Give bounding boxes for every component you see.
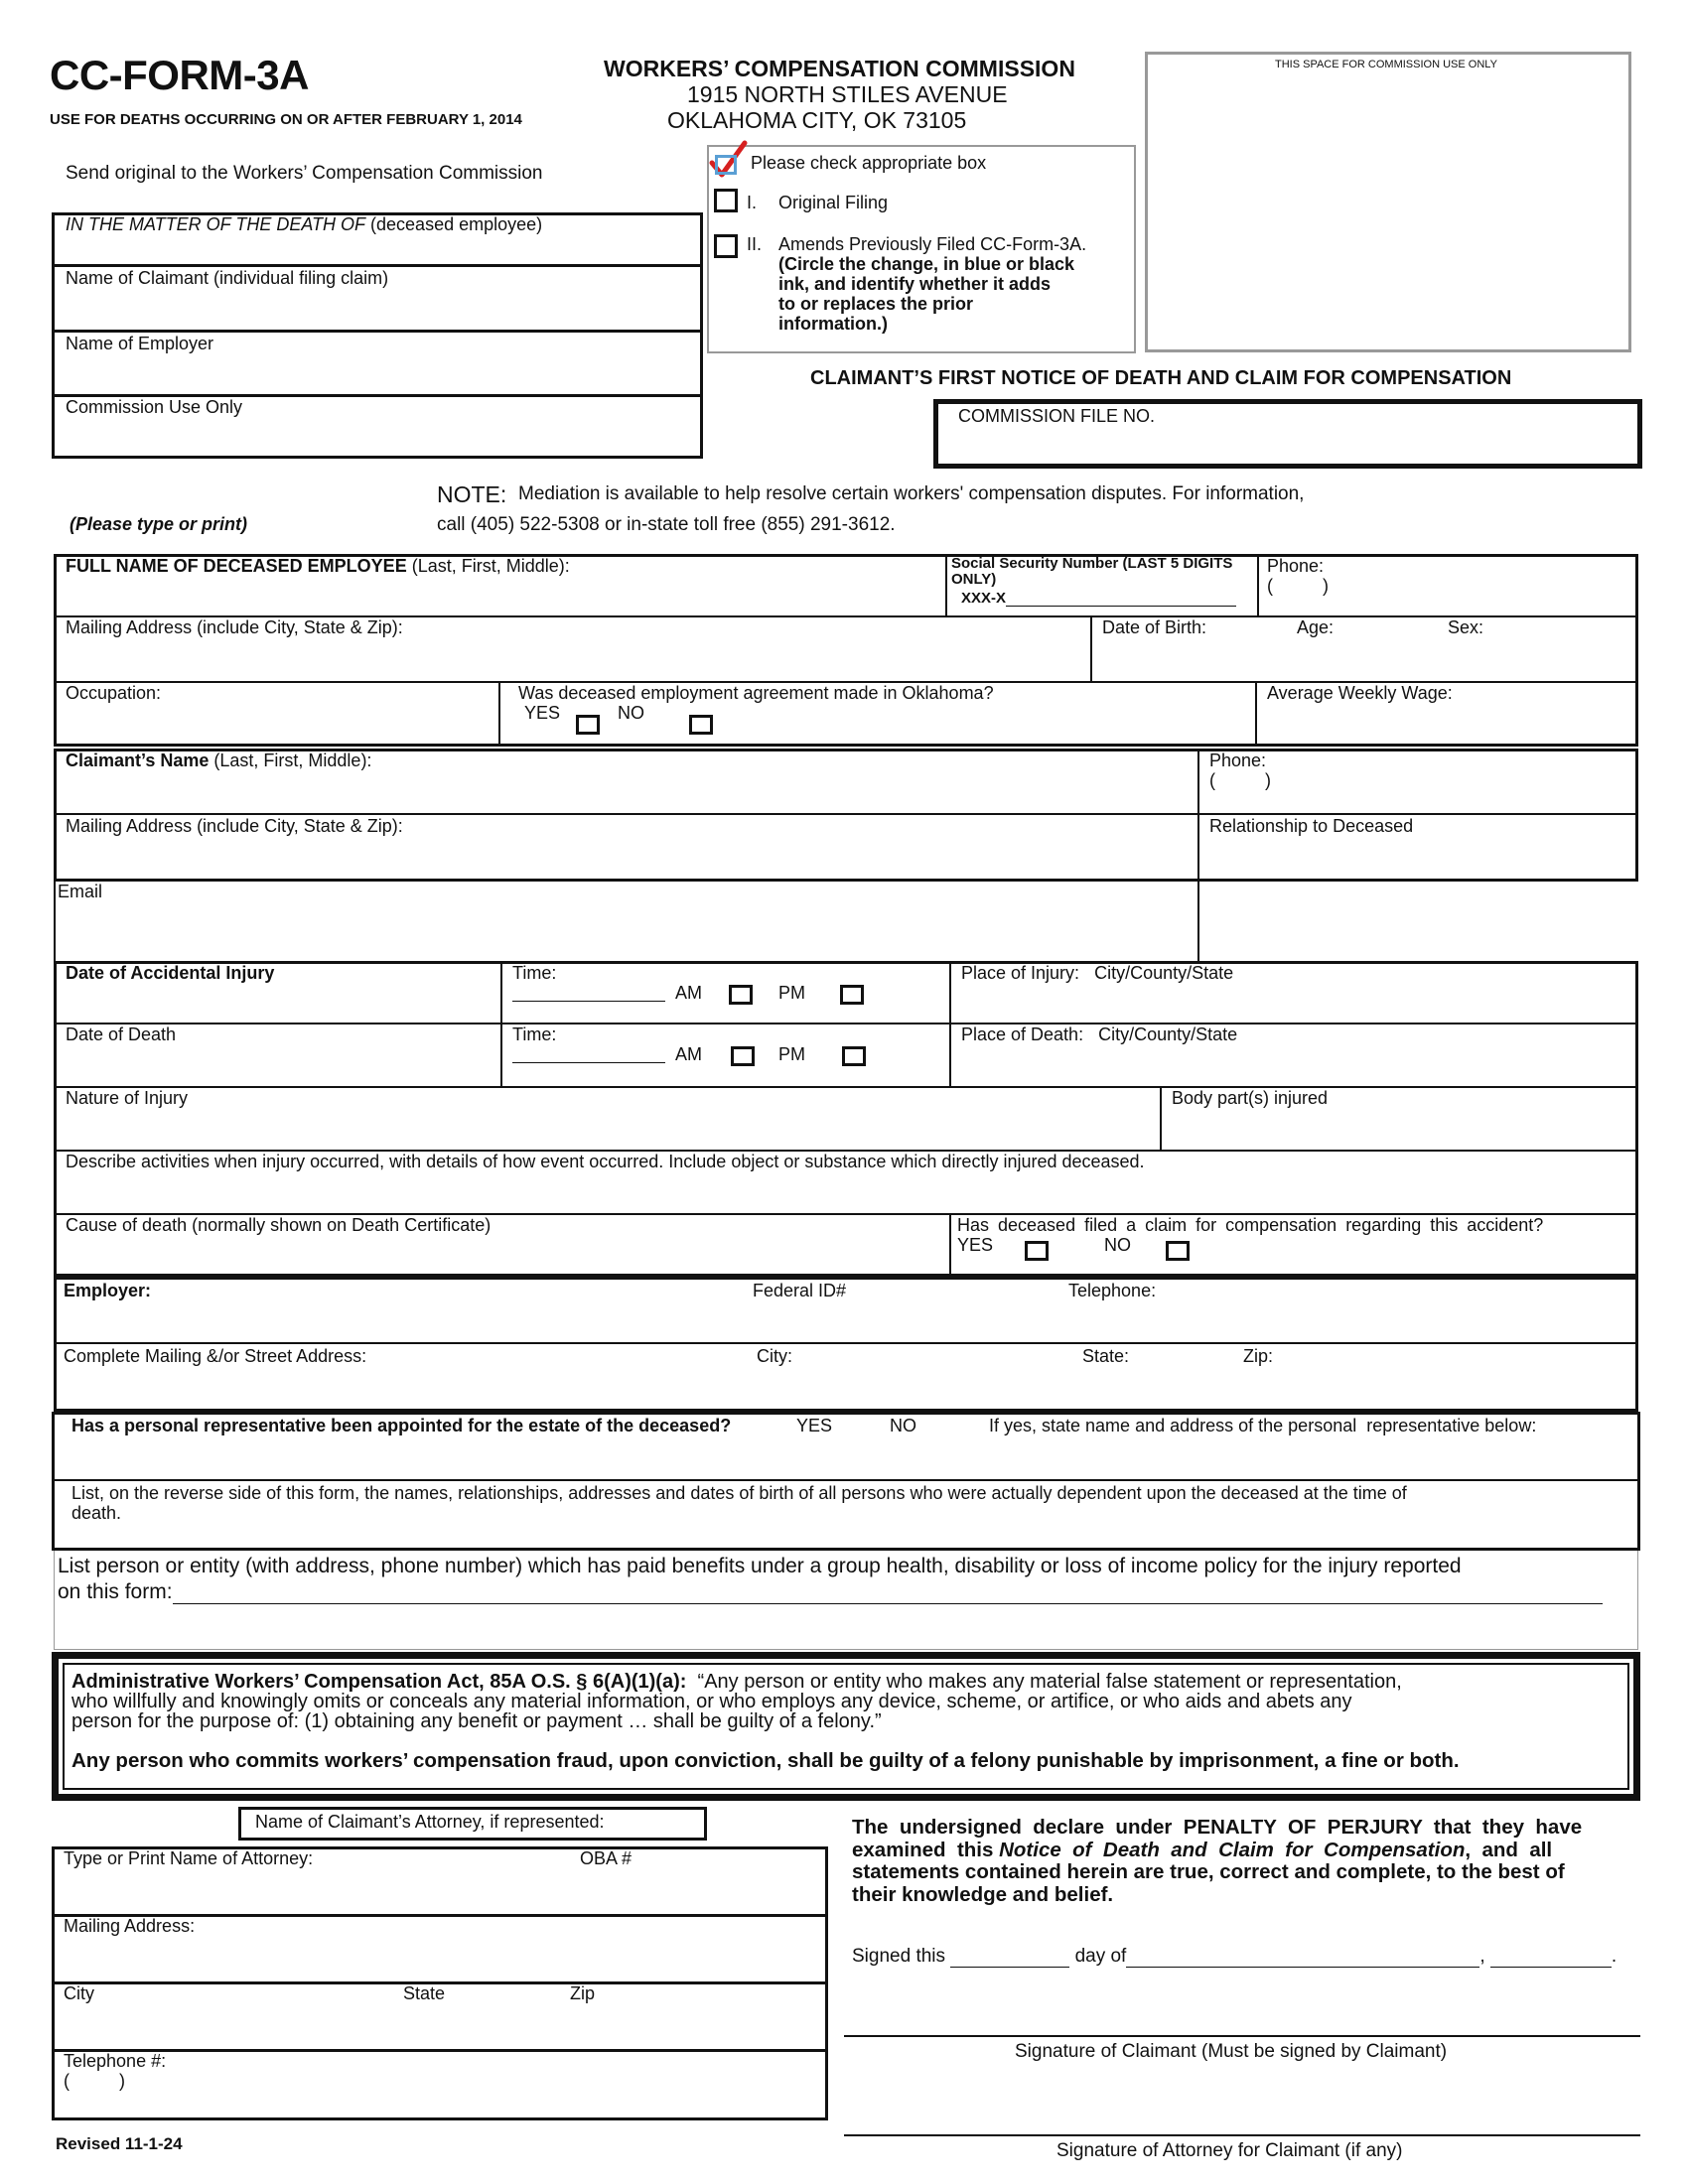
estate-no-option[interactable]: NO xyxy=(890,1416,916,1435)
claimant-mailing-address[interactable]: Mailing Address (include City, State & Zip): xyxy=(66,816,403,836)
act-quote: Administrative Workers’ Compensation Act, 85A O.S. § 6(A)(1)(a): “Any person or entity who makes any material false statement or representation, who willfully and knowingly omits or conceals any material information, or who employs any device, scheme, or artifice, or who aids and abets any person for the purpose of: (1) obtaining any benefit or payment … shall be guilty of a felony.” xyxy=(71,1671,1402,1732)
average-weekly-wage[interactable]: Average Weekly Wage: xyxy=(1267,683,1453,703)
place-of-death[interactable]: Place of Death: City/County/State xyxy=(961,1024,1238,1044)
attorney-state[interactable]: State xyxy=(403,1983,446,2003)
claimant-signature-label: Signature of Claimant (Must be signed by Claimant) xyxy=(1015,2041,1448,2062)
matter-commission-use: Commission Use Only xyxy=(66,397,243,417)
date-of-death[interactable]: Date of Death xyxy=(66,1024,177,1044)
deceased-age[interactable]: Age: xyxy=(1297,617,1335,637)
death-time-field[interactable] xyxy=(512,1044,665,1063)
amend-instruction-2: ink, and identify whether it adds xyxy=(778,274,1052,294)
commission-file-label: COMMISSION FILE NO. xyxy=(958,406,1156,426)
notice-title: CLAIMANT’S FIRST NOTICE OF DEATH AND CLAIM FOR COMPENSATION xyxy=(810,367,1512,389)
death-time-label: Time: xyxy=(512,1024,557,1044)
prior-claim-question: Has deceased filed a claim for compensation regarding this accident? xyxy=(957,1215,1544,1235)
claimant-phone-field[interactable]: ( ) xyxy=(1209,770,1271,790)
form-code: CC-FORM-3A xyxy=(50,52,309,98)
agency-address-2: OKLAHOMA CITY, OK 73105 xyxy=(667,107,967,133)
attorney-name[interactable]: Type or Print Name of Attorney: xyxy=(64,1848,314,1868)
matter-deceased[interactable]: IN THE MATTER OF THE DEATH OF (deceased employee) xyxy=(66,214,543,234)
injury-time-label: Time: xyxy=(512,963,557,983)
signed-date-line[interactable]: Signed this day of , . xyxy=(852,1946,1618,1967)
attorney-telephone-label: Telephone #: xyxy=(64,2051,167,2071)
send-original: Send original to the Workers’ Compensation Commission xyxy=(66,163,543,184)
relationship-to-deceased[interactable]: Relationship to Deceased xyxy=(1209,816,1414,836)
commission-file-box xyxy=(933,399,1642,469)
injury-pm-checkbox[interactable] xyxy=(840,985,864,1005)
original-filing-checkbox[interactable] xyxy=(714,189,738,212)
prior-claim-yes-label: YES xyxy=(957,1235,994,1255)
injury-am-label: AM xyxy=(675,983,702,1003)
option-2-number: II. xyxy=(747,234,763,254)
agreement-question: Was deceased employment agreement made in Oklahoma? xyxy=(518,683,994,703)
agreement-yes-label: YES xyxy=(524,703,561,723)
agreement-no-label: NO xyxy=(618,703,644,723)
agency-name: WORKERS’ COMPENSATION COMMISSION xyxy=(604,56,1075,81)
death-pm-checkbox[interactable] xyxy=(842,1046,866,1066)
attorney-telephone-field[interactable]: ( ) xyxy=(64,2071,125,2091)
estate-yes-option[interactable]: YES xyxy=(796,1416,833,1435)
amend-instruction-4: information.) xyxy=(778,314,888,334)
attorney-zip[interactable]: Zip xyxy=(570,1983,596,2003)
please-type-note: (Please type or print) xyxy=(70,514,248,534)
employer-federal-id[interactable]: Federal ID# xyxy=(753,1281,847,1300)
benefits-field[interactable]: on this form: xyxy=(58,1580,1603,1604)
revision-date: Revised 11-1-24 xyxy=(56,2134,183,2153)
amend-instruction-1: (Circle the change, in blue or black xyxy=(778,254,1075,274)
dependents-instruction: List, on the reverse side of this form, the names, relationships, addresses and dates of birth of all persons who were actually dependent upon the deceased at the time of xyxy=(71,1483,1407,1503)
agency-address-1: 1915 NORTH STILES AVENUE xyxy=(687,81,1008,107)
death-am-checkbox[interactable] xyxy=(731,1046,755,1066)
deceased-full-name[interactable]: FULL NAME OF DECEASED EMPLOYEE (Last, First, Middle): xyxy=(66,556,570,576)
personal-representative-question: Has a personal representative been appointed for the estate of the deceased? xyxy=(71,1416,732,1435)
place-of-injury[interactable]: Place of Injury: City/County/State xyxy=(961,963,1234,983)
form-subtitle: USE FOR DEATHS OCCURRING ON OR AFTER FEBRUARY 1, 2014 xyxy=(50,111,522,128)
dependents-instruction-2: death. xyxy=(71,1503,122,1523)
deceased-mailing-address[interactable]: Mailing Address (include City, State & Zip): xyxy=(66,617,403,637)
note-line-2: call (405) 522-5308 or in-state toll free (855) 291-3612. xyxy=(437,514,896,535)
date-of-injury[interactable]: Date of Accidental Injury xyxy=(66,963,275,983)
cause-of-death[interactable]: Cause of death (normally shown on Death Certificate) xyxy=(66,1215,492,1235)
fraud-warning: Any person who commits workers’ compensation fraud, upon conviction, shall be guilty of a felony punishable by imprisonment, a fine or both. xyxy=(71,1749,1460,1772)
deceased-sex[interactable]: Sex: xyxy=(1448,617,1484,637)
filing-checkbox-top[interactable] xyxy=(715,155,737,175)
amend-instruction-3: to or replaces the prior xyxy=(778,294,974,314)
attorney-heading: Name of Claimant’s Attorney, if represented: xyxy=(255,1812,605,1832)
matter-claimant[interactable]: Name of Claimant (individual filing claim) xyxy=(66,268,389,288)
claimant-phone-label: Phone: xyxy=(1209,751,1267,770)
attorney-city[interactable]: City xyxy=(64,1983,94,2003)
email-left-border xyxy=(54,880,56,961)
personal-representative-details[interactable]: If yes, state name and address of the personal representative below: xyxy=(989,1416,1537,1435)
agreement-yes-checkbox[interactable] xyxy=(576,715,600,735)
agreement-no-checkbox[interactable] xyxy=(689,715,713,735)
describe-activities[interactable]: Describe activities when injury occurred, with details of how event occurred. Include object or substance which directly injured deceased. xyxy=(66,1152,1145,1171)
claimant-name[interactable]: Claimant’s Name (Last, First, Middle): xyxy=(66,751,372,770)
perjury-declaration: The undersigned declare under PENALTY OF PERJURY that they have examined this Notice of Death and Claim for Compensation, and all statements contained herein are true, correct and complete, to the best of their knowledge and belief. xyxy=(852,1816,1583,1906)
injury-time-field[interactable] xyxy=(512,983,665,1002)
employer-state[interactable]: State: xyxy=(1082,1346,1130,1366)
prior-claim-yes-checkbox[interactable] xyxy=(1025,1241,1049,1261)
attorney-mailing-address[interactable]: Mailing Address: xyxy=(64,1916,196,1936)
death-pm-label: PM xyxy=(778,1044,805,1064)
benefits-instruction: List person or entity (with address, phone number) which has paid benefits under a group health, disability or loss of income policy for the injury reported xyxy=(58,1555,1462,1577)
employer-zip[interactable]: Zip: xyxy=(1243,1346,1274,1366)
attorney-signature-field[interactable] xyxy=(844,2134,1640,2136)
filing-instruction: Please check appropriate box xyxy=(751,153,987,173)
claimant-email[interactable]: Email xyxy=(58,882,103,901)
amend-filing-label: Amends Previously Filed CC-Form-3A. xyxy=(778,234,1087,254)
matter-employer[interactable]: Name of Employer xyxy=(66,334,214,353)
deceased-phone-label: Phone: xyxy=(1267,556,1325,576)
prior-claim-no-checkbox[interactable] xyxy=(1166,1241,1190,1261)
prior-claim-no-label: NO xyxy=(1104,1235,1131,1255)
note-line-1: Mediation is available to help resolve certain workers' compensation disputes. For information, xyxy=(518,483,1305,504)
attorney-oba[interactable]: OBA # xyxy=(580,1848,633,1868)
note-label: NOTE: xyxy=(437,481,507,507)
employee-section xyxy=(54,554,1638,747)
ssn-label: Social Security Number (LAST 5 DIGITS ONLY) xyxy=(951,555,1233,588)
deceased-dob[interactable]: Date of Birth: xyxy=(1102,617,1207,637)
employer-address[interactable]: Complete Mailing &/or Street Address: xyxy=(64,1346,367,1366)
injury-pm-label: PM xyxy=(778,983,805,1003)
death-am-label: AM xyxy=(675,1044,702,1064)
attorney-signature-label: Signature of Attorney for Claimant (if any) xyxy=(1056,2140,1403,2161)
deceased-phone-field[interactable]: ( ) xyxy=(1267,576,1329,596)
deceased-occupation[interactable]: Occupation: xyxy=(66,683,162,703)
employer-city[interactable]: City: xyxy=(757,1346,792,1366)
body-parts-injured[interactable]: Body part(s) injured xyxy=(1172,1088,1329,1108)
commission-use-label: THIS SPACE FOR COMMISSION USE ONLY xyxy=(1275,59,1497,70)
injury-am-checkbox[interactable] xyxy=(729,985,753,1005)
attorney-heading-box xyxy=(238,1807,707,1841)
claimant-signature-field[interactable] xyxy=(844,2035,1640,2037)
nature-of-injury[interactable]: Nature of Injury xyxy=(66,1088,189,1108)
original-filing-label: Original Filing xyxy=(778,193,889,212)
employer-name[interactable]: Employer: xyxy=(64,1281,152,1300)
amend-filing-checkbox[interactable] xyxy=(714,234,738,258)
employer-telephone[interactable]: Telephone: xyxy=(1068,1281,1157,1300)
ssn-field[interactable]: XXX-X xyxy=(961,590,1236,607)
option-1-number: I. xyxy=(747,193,758,212)
commission-use-area xyxy=(1145,52,1631,352)
